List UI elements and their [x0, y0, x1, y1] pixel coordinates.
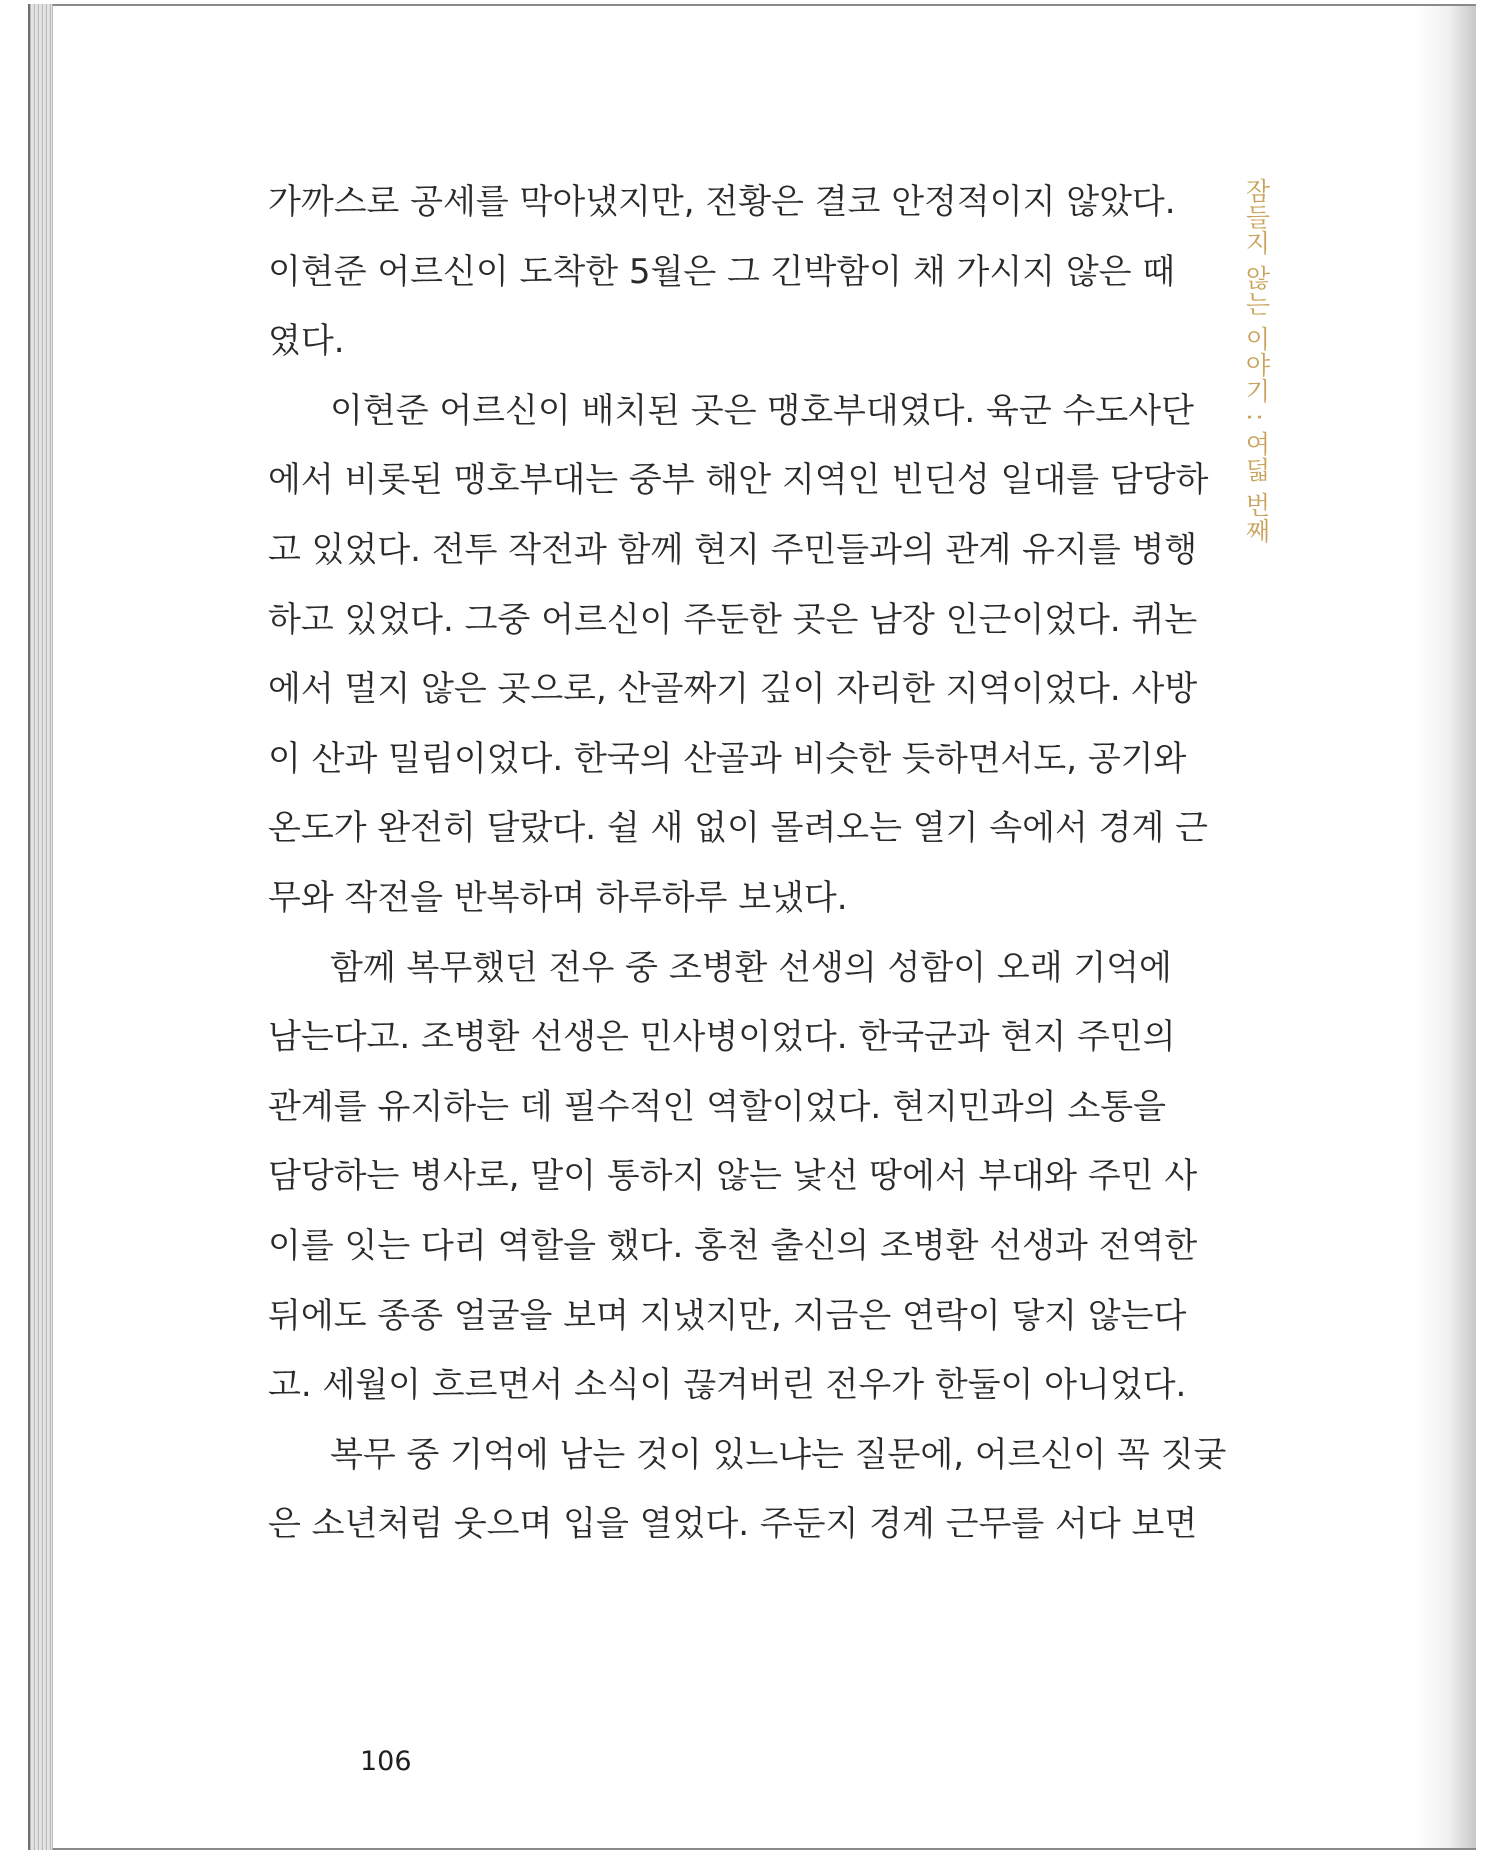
text-line: 남는다고. 조병환 선생은 민사병이었다. 한국군과 현지 주민의: [268, 1017, 1176, 1058]
text-line: 온도가 완전히 달랐다. 쉴 새 없이 몰려오는 열기 속에서 경계 근: [268, 808, 1208, 849]
page-number: 106: [360, 1746, 412, 1777]
text-line: 였다.: [268, 321, 345, 362]
text-line: 무와 작전을 반복하며 하루하루 보냈다.: [268, 877, 848, 918]
text-line: 고 있었다. 전투 작전과 함께 현지 주민들과의 관계 유지를 병행: [268, 529, 1198, 570]
text-line: 고. 세월이 흐르면서 소식이 끊겨버린 전우가 한둘이 아니었다.: [268, 1365, 1187, 1406]
text-line: 함께 복무했던 전우 중 조병환 선생의 성함이 오래 기억에: [330, 947, 1172, 988]
text-line: 은 소년처럼 웃으며 입을 열었다. 주둔지 경계 근무를 서다 보면: [268, 1504, 1198, 1545]
text-line: 에서 멀지 않은 곳으로, 산골짜기 깊이 자리한 지역이었다. 사방: [268, 669, 1198, 710]
page-gutter-shadow: [1416, 6, 1476, 1848]
text-line: 관계를 유지하는 데 필수적인 역할이었다. 현지민과의 소통을: [268, 1086, 1166, 1127]
text-line: 뒤에도 종종 얼굴을 보며 지냈지만, 지금은 연락이 닿지 않는다: [268, 1295, 1187, 1336]
text-line: 하고 있었다. 그중 어르신이 주둔한 곳은 남장 인근이었다. 퀴논: [268, 599, 1198, 640]
text-line: 이현준 어르신이 도착한 5월은 그 긴박함이 채 가시지 않은 때: [268, 251, 1176, 292]
text-line: 에서 비롯된 맹호부대는 중부 해안 지역인 빈딘성 일대를 담당하: [268, 460, 1209, 501]
text-line: 가까스로 공세를 막아냈지만, 전황은 결코 안정적이지 않았다.: [268, 182, 1176, 222]
text-line: 이현준 어르신이 배치된 곳은 맹호부대였다. 육군 수도사단: [330, 390, 1194, 431]
text-line: 담당하는 병사로, 말이 통하지 않는 낯선 땅에서 부대와 주민 사: [268, 1156, 1198, 1197]
outer-margin: [1476, 0, 1504, 1856]
text-line: 복무 중 기억에 남는 것이 있느냐는 질문에, 어르신이 꼭 짓궂: [330, 1434, 1227, 1475]
text-line: 이 산과 밀림이었다. 한국의 산골과 비슷한 듯하면서도, 공기와: [268, 738, 1187, 779]
running-head: 잠들지 않는 이야기 : 여덟 번째: [1242, 178, 1271, 545]
body-text: [268, 168, 1227, 1560]
text-line: 이를 잇는 다리 역할을 했다. 홍천 출신의 조병환 선생과 전역한: [268, 1225, 1198, 1266]
